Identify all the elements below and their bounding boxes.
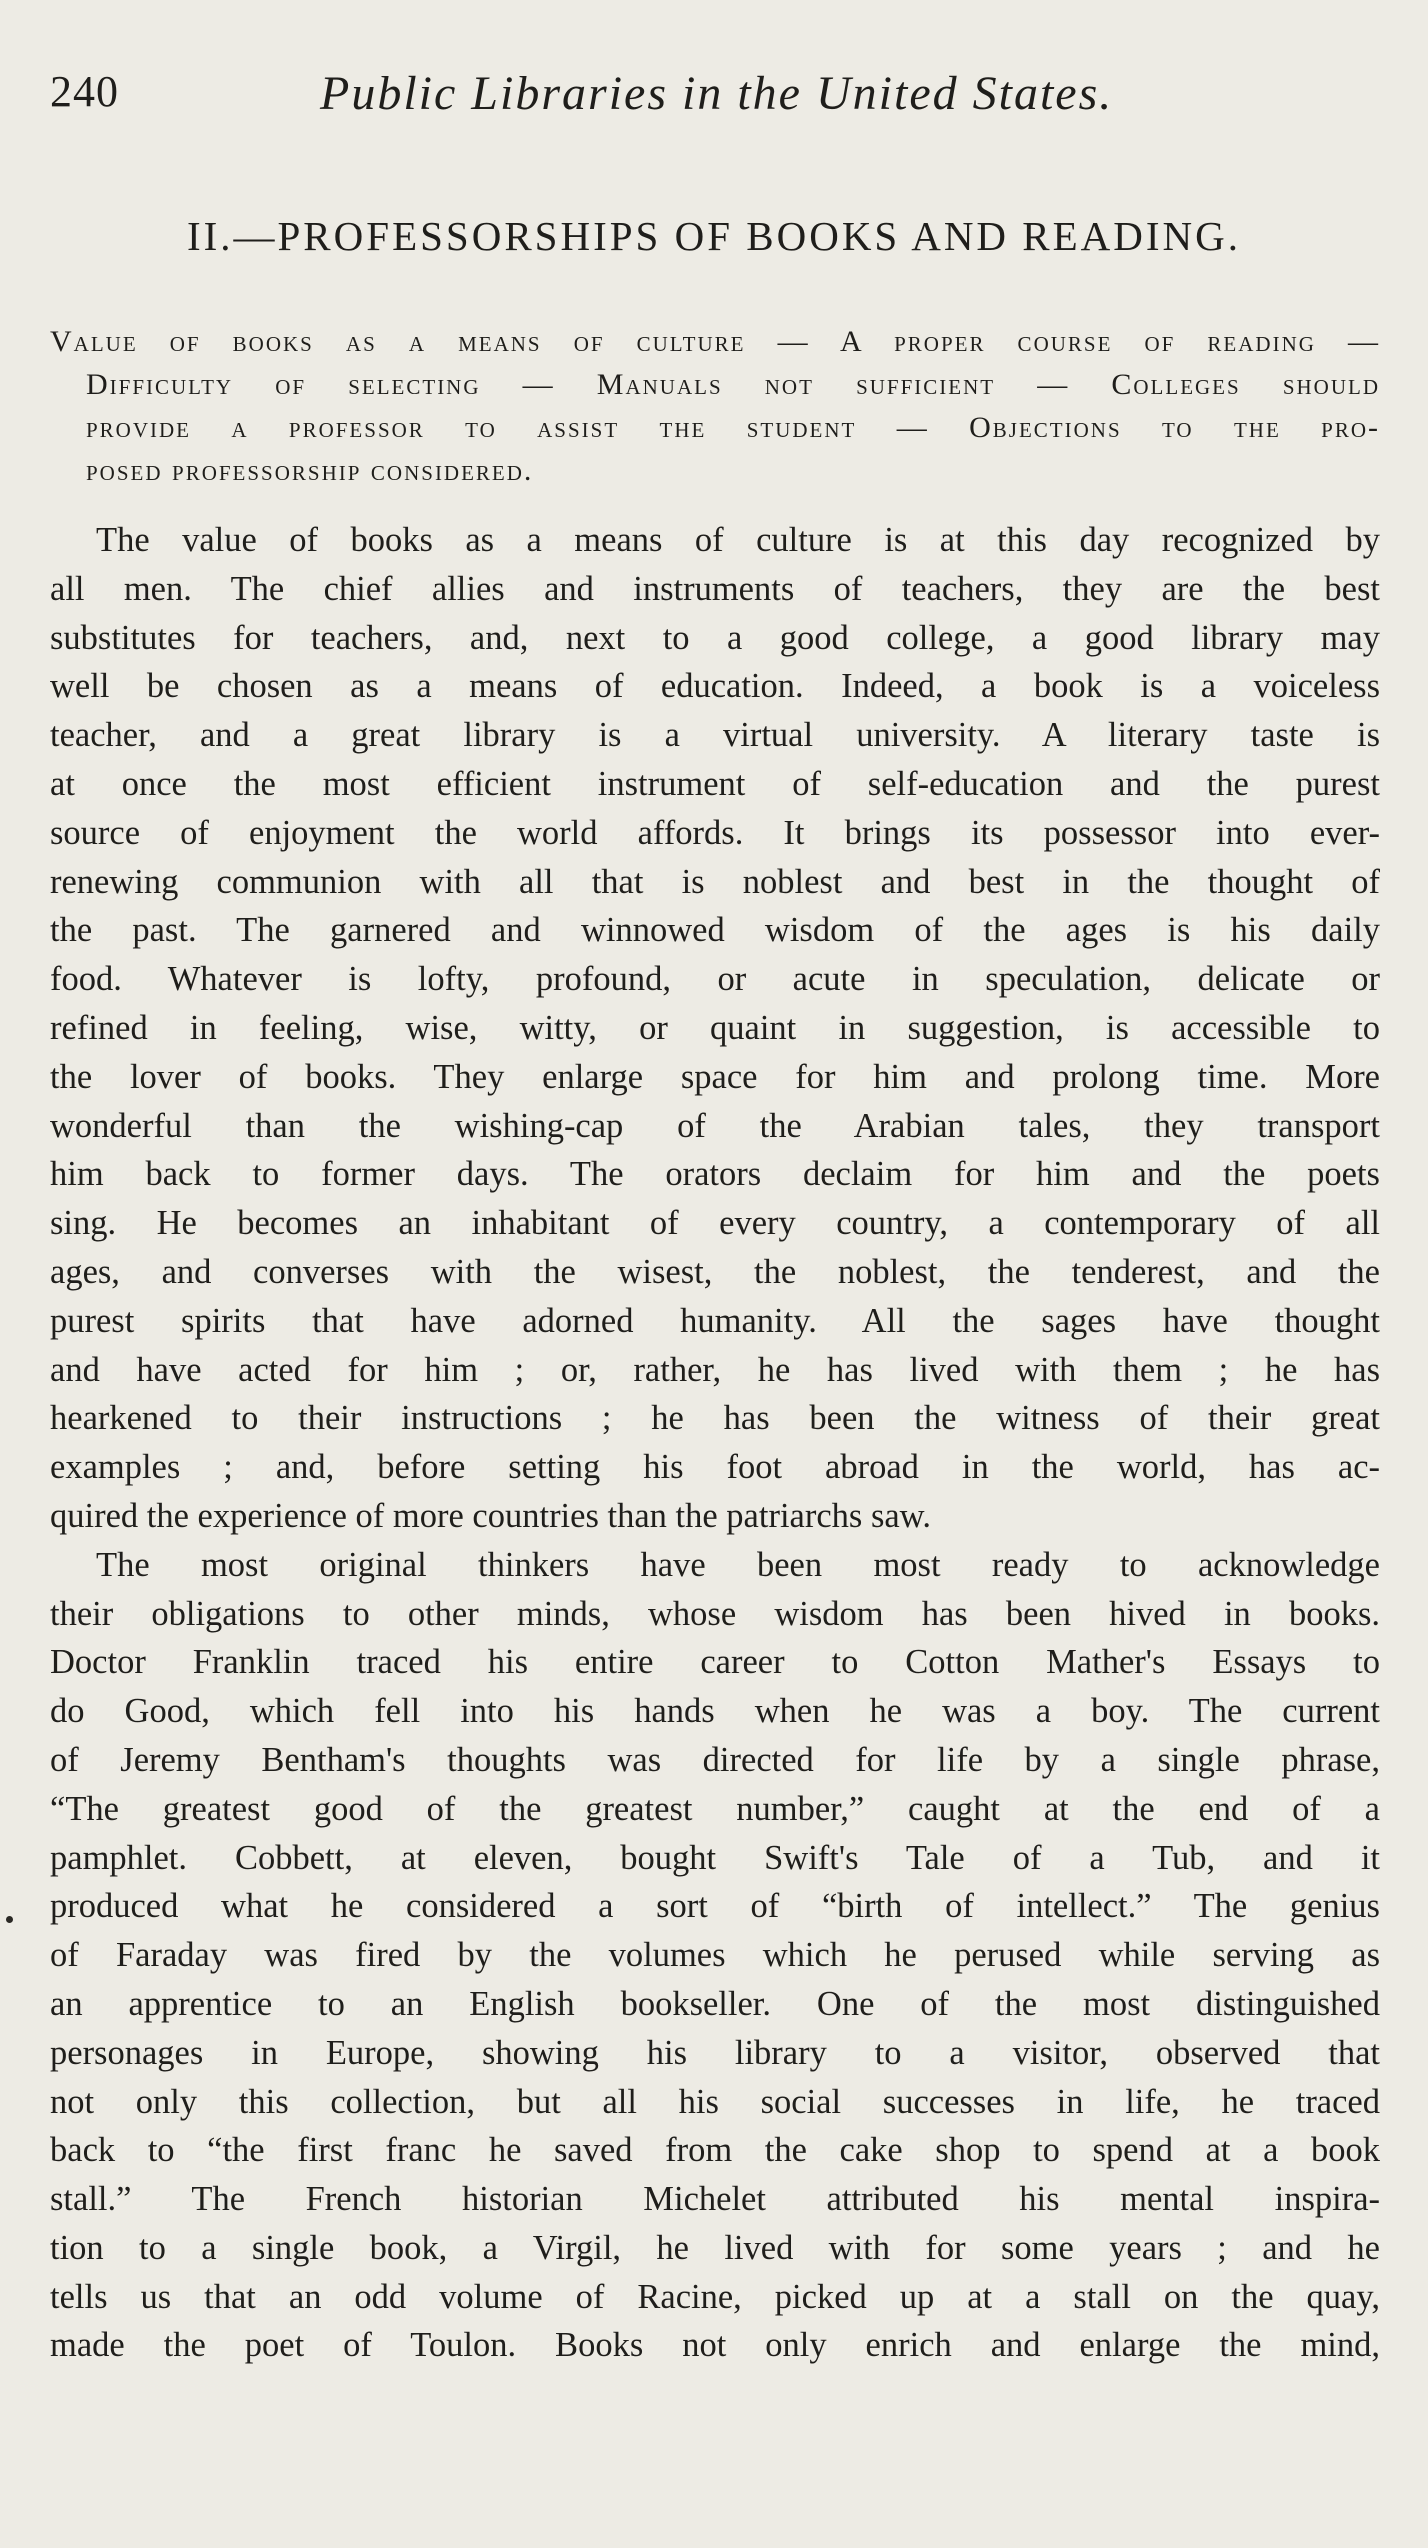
text-line: source of enjoyment the world affords. It brings its possessor into ever- <box>50 813 1380 852</box>
text-line: and have acted for him ; or, rather, he has lived with them ; he has <box>50 1350 1380 1389</box>
text-line: ages, and converses with the wisest, the noblest, the tenderest, and the <box>50 1252 1380 1291</box>
text-line: pamphlet. Cobbett, at eleven, bought Swift's Tale of a Tub, and it <box>50 1838 1380 1877</box>
text-line: purest spirits that have adorned humanity. All the sages have thought <box>50 1301 1380 1340</box>
text-line: personages in Europe, showing his library to a visitor, observed that <box>50 2033 1380 2072</box>
text-line: substitutes for teachers, and, next to a good college, a good library may <box>50 618 1380 657</box>
text-line: at once the most efficient instrument of self-education and the purest <box>50 764 1380 803</box>
running-head <box>50 66 1390 126</box>
text-line: back to “the first franc he saved from the cake shop to spend at a book <box>50 2131 1380 2170</box>
synopsis-line: Difficulty of selecting — Manuals not sufficient — Colleges should <box>86 368 1380 401</box>
text-line: produced what he considered a sort of “birth of intellect.” The genius <box>50 1887 1380 1926</box>
text-line: of Jeremy Bentham's thoughts was directed for life by a single phrase, <box>50 1740 1380 1779</box>
text-line: wonderful than the wishing-cap of the Arabian tales, they transport <box>50 1106 1380 1145</box>
body-text <box>50 516 1380 2370</box>
text-line: do Good, which fell into his hands when he was a boy. The current <box>50 1692 1380 1731</box>
text-line: made the poet of Toulon. Books not only enrich and enlarge the mind, <box>50 2326 1380 2365</box>
text-line: not only this collection, but all his social successes in life, he traced <box>50 2082 1380 2121</box>
synopsis-line: provide a professor to assist the student — Objections to the pro- <box>86 411 1380 444</box>
text-line: food. Whatever is lofty, profound, or acute in speculation, delicate or <box>50 960 1380 999</box>
text-line: him back to former days. The orators declaim for him and the poets <box>50 1155 1380 1194</box>
text-line: quired the experience of more countries than the patriarchs saw. <box>50 1496 931 1535</box>
synopsis-line: posed professorship considered. <box>86 454 534 487</box>
text-line: The most original thinkers have been most ready to acknowledge <box>96 1545 1380 1584</box>
text-line: examples ; and, before setting his foot abroad in the world, has ac- <box>50 1448 1380 1487</box>
text-line: of Faraday was fired by the volumes which he perused while serving as <box>50 1936 1380 1975</box>
text-line: the past. The garnered and winnowed wisdom of the ages is his daily <box>50 911 1380 950</box>
text-line: the lover of books. They enlarge space for him and prolong time. More <box>50 1057 1380 1096</box>
synopsis-line: Value of books as a means of culture — A proper course of reading — <box>50 325 1380 358</box>
text-line: renewing communion with all that is noblest and best in the thought of <box>50 862 1380 901</box>
text-line: hearkened to their instructions ; he has been the witness of their great <box>50 1399 1380 1438</box>
text-line: “The greatest good of the greatest number,” caught at the end of a <box>50 1789 1380 1828</box>
running-title: Public Libraries in the United States. <box>320 67 1114 120</box>
page-number: 240 <box>50 67 119 116</box>
text-line: refined in feeling, wise, witty, or quaint in suggestion, is accessible to <box>50 1008 1380 1047</box>
text-line: sing. He becomes an inhabitant of every country, a contemporary of all <box>50 1204 1380 1243</box>
text-line: The value of books as a means of culture is at this day recognized by <box>96 521 1380 559</box>
text-line: stall.” The French historian Michelet attributed his mental inspira- <box>50 2180 1380 2219</box>
text-line: tells us that an odd volume of Racine, picked up at a stall on the quay, <box>50 2277 1380 2316</box>
chapter-heading: II.—PROFESSORSHIPS OF BOOKS AND READING. <box>186 213 1242 259</box>
text-line: an apprentice to an English bookseller. One of the most distinguished <box>50 1984 1380 2023</box>
paragraph-1 <box>50 516 1380 1541</box>
paragraph-2 <box>50 1541 1380 2371</box>
chapter-synopsis <box>50 320 1380 492</box>
text-line: their obligations to other minds, whose wisdom has been hived in books. <box>50 1594 1380 1633</box>
text-line: all men. The chief allies and instruments of teachers, they are the best <box>50 569 1380 608</box>
text-line: teacher, and a great library is a virtual university. A literary taste is <box>50 716 1380 755</box>
text-line: Doctor Franklin traced his entire career to Cotton Mather's Essays to <box>50 1643 1380 1682</box>
text-line: well be chosen as a means of education. Indeed, a book is a voiceless <box>50 667 1380 706</box>
margin-mark <box>6 1916 13 1923</box>
text-line: tion to a single book, a Virgil, he lived with for some years ; and he <box>50 2228 1380 2267</box>
